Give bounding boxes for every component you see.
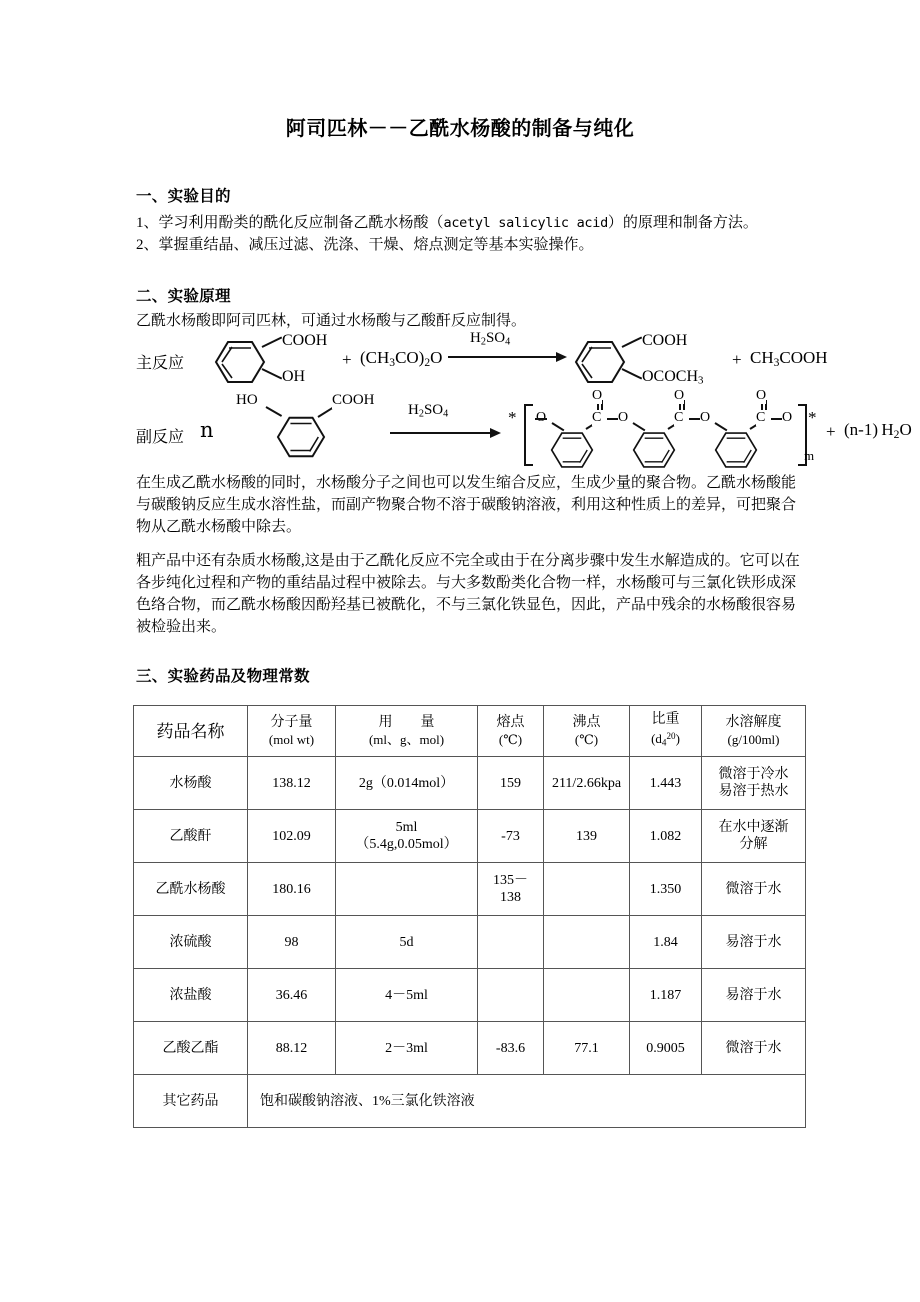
table-header-bp-unit: (℃): [574, 732, 599, 748]
polymer-star-right: *: [808, 408, 817, 427]
side-reactant-ho-label: HO: [236, 392, 258, 408]
table-header-density-unit: $(d_4^{20})$: [651, 731, 680, 748]
side-reaction-label: 副反应: [136, 429, 185, 446]
cell-bp: [544, 916, 630, 969]
polymer-carbonyl-o-2: O: [674, 388, 685, 403]
side-reaction-coefficient: n: [200, 418, 214, 442]
water-term-formula: (n-1) $H_2O$: [844, 420, 912, 441]
side-catalyst-label: $H_2SO_4$: [408, 402, 449, 420]
side-salicylic-ring-icon: [276, 412, 326, 462]
table-header-name: [134, 706, 248, 757]
main-plus-2: +: [732, 350, 742, 369]
cell-bp: [544, 863, 630, 916]
table-row: [134, 810, 806, 863]
main-catalyst-label: $H_2SO_4$: [470, 330, 511, 348]
side-reactant-cooh-label: COOH: [332, 392, 375, 408]
polymer-bracket-left: [524, 404, 533, 466]
cell-solubility: 微溶于水: [702, 863, 806, 916]
table-row: [134, 916, 806, 969]
cell-solubility: 在水中逐渐 分解: [702, 810, 806, 863]
chemicals-table: [133, 705, 806, 1128]
cell-amount: 4－5ml: [336, 969, 478, 1022]
principle-intro: 乙酰水杨酸即阿司匹林，可通过水杨酸与乙酸酐反应制得。: [136, 313, 527, 329]
cell-mp: 159: [478, 757, 544, 810]
cell-bp: 211/2.66kpa: [544, 757, 630, 810]
cell-name: 水杨酸: [134, 757, 248, 810]
main-reactant-cooh-label: COOH: [282, 332, 328, 349]
polymer-c-1: C: [592, 410, 602, 425]
table-header-bp-text: 沸点: [572, 715, 601, 731]
cell-name: 乙酸酐: [134, 810, 248, 863]
purpose-item-1-prefix: 1、学习利用酚类的酰化反应制备乙酰水杨酸（: [136, 215, 444, 231]
cell-name: 浓盐酸: [134, 969, 248, 1022]
table-row: [134, 969, 806, 1022]
cell-bp: 77.1: [544, 1022, 630, 1075]
table-header-amount-text: 用 量: [378, 715, 435, 731]
table-body: [134, 757, 806, 1128]
acetic-acid-formula: $CH_3COOH$: [750, 348, 828, 369]
cell-mw: 138.12: [248, 757, 336, 810]
cell-mw: 180.16: [248, 863, 336, 916]
cell-name: 浓硫酸: [134, 916, 248, 969]
table-header-mp-unit: (℃): [498, 732, 523, 748]
cell-name: 乙酸乙酯: [134, 1022, 248, 1075]
cell-density: 1.350: [630, 863, 702, 916]
page-title: 阿司匹林－－乙酰水杨酸的制备与纯化: [285, 116, 635, 140]
main-reaction-scheme: [136, 330, 828, 394]
table-row: [134, 863, 806, 916]
principle-paragraph-1: 在生成乙酰水杨酸的同时，水杨酸分子之间也可以发生缩合反应，生成少量的聚合物。乙酰水杨酸能与碳酸钠反应生成水溶性盐，而副产物聚合物不溶于碳酸钠溶液，利用这种性质上的差异，可把聚合物从乙酰水杨酸中除去。: [136, 475, 797, 535]
cell-amount: 5d: [336, 916, 478, 969]
cell-mw: 36.46: [248, 969, 336, 1022]
purpose-item-2: 2、掌握重结晶、减压过滤、洗涤、干燥、熔点测定等基本实验操作。: [136, 237, 594, 253]
cell-density: 1.84: [630, 916, 702, 969]
polymer-o-2: O: [618, 410, 629, 425]
table-header-row: [134, 706, 806, 757]
table-header-density: [630, 706, 702, 757]
cell-amount: [336, 863, 478, 916]
salicylic-acid-ring-icon: [214, 336, 266, 388]
side-plus: +: [826, 422, 836, 441]
cell-density: 0.9005: [630, 1022, 702, 1075]
main-plus-1: +: [342, 350, 352, 369]
cell-other-chemicals-label: 其它药品: [134, 1075, 248, 1128]
table-header-bp: [544, 706, 630, 757]
table-header-mw-unit: (mol wt): [268, 732, 315, 748]
cell-density: 1.082: [630, 810, 702, 863]
cell-bp: 139: [544, 810, 630, 863]
polymer-ring-2-icon: [632, 428, 676, 472]
cell-bp: [544, 969, 630, 1022]
polymer-ring-3-icon: [714, 428, 758, 472]
main-reaction-label: 主反应: [136, 355, 185, 372]
cell-mp: 135－ 138: [478, 863, 544, 916]
cell-mp: [478, 969, 544, 1022]
cell-solubility: 易溶于水: [702, 916, 806, 969]
aspirin-ring-icon: [574, 336, 626, 388]
table-header-amount-unit: (ml、g、mol): [368, 732, 445, 748]
polymer-star-left: *: [508, 408, 517, 427]
polymer-subscript-m: m: [804, 448, 815, 463]
table-header-amount: [336, 706, 478, 757]
purpose-item-1-mono: acetyl salicylic acid: [443, 215, 608, 231]
cell-amount: 2g（0.014mol）: [336, 757, 478, 810]
table-header-name-text: 药品名称: [156, 721, 225, 741]
cell-density: 1.187: [630, 969, 702, 1022]
cell-amount: 2－3ml: [336, 1022, 478, 1075]
main-product-ococh3-label: $OCOCH_3$: [642, 368, 704, 387]
cell-mw: 88.12: [248, 1022, 336, 1075]
table-header-solubility-text: 水溶解度: [725, 715, 782, 731]
principle-paragraph-2: 粗产品中还有杂质水杨酸,这是由于乙酰化反应不完全或由于在分离步骤中发生水解造成的。它可以在各步纯化过程和产物的重结晶过程中被除去。与大多数酚类化合物一样，水杨酸可与三氯化铁形成深色络合物，而乙酰水杨酸因酚羟基已被酰化，不与三氯化铁显色，因此，产品中残余的水杨酸很容易被检验出来。: [136, 553, 800, 635]
cell-solubility: 易溶于水: [702, 969, 806, 1022]
table-header-mw: [248, 706, 336, 757]
cell-mw: 102.09: [248, 810, 336, 863]
cell-mw: 98: [248, 916, 336, 969]
table-header-mw-text: 分子量: [270, 715, 313, 731]
polymer-carbonyl-o-1: O: [592, 388, 603, 403]
table-footer-row: [134, 1075, 806, 1128]
section-heading-principle: 二、实验原理: [136, 287, 231, 305]
polymer-carbonyl-o-3: O: [756, 388, 767, 403]
main-product-cooh-label: COOH: [642, 332, 688, 349]
purpose-item-1: [136, 212, 802, 234]
cell-amount: 5ml （5.4g,0.05mol）: [336, 810, 478, 863]
cell-name: 乙酰水杨酸: [134, 863, 248, 916]
polymer-c-3: C: [756, 410, 766, 425]
table-header-mp-text: 熔点: [496, 715, 525, 731]
table-row: [134, 757, 806, 810]
cell-solubility: 微溶于冷水 易溶于热水: [702, 757, 806, 810]
acetic-anhydride-formula: $(CH_3CO)_2O$: [360, 348, 443, 369]
cell-other-chemicals-value: 饱和碳酸钠溶液、1%三氯化铁溶液: [248, 1075, 806, 1128]
cell-mp: -83.6: [478, 1022, 544, 1075]
section-heading-chemicals: 三、实验药品及物理常数: [136, 667, 310, 685]
polymer-ring-1-icon: [550, 428, 594, 472]
table-header-mp: [478, 706, 544, 757]
cell-solubility: 微溶于水: [702, 1022, 806, 1075]
polymer-c-2: C: [674, 410, 684, 425]
section-heading-purpose: 一、实验目的: [136, 187, 231, 205]
cell-mp: -73: [478, 810, 544, 863]
table-header-density-text: 比重: [651, 712, 680, 727]
main-reactant-oh-label: OH: [282, 368, 306, 385]
table-row: [134, 1022, 806, 1075]
cell-density: 1.443: [630, 757, 702, 810]
side-reaction-scheme: [136, 388, 912, 466]
table-header-solubility: [702, 706, 806, 757]
polymer-o-3: O: [700, 410, 711, 425]
cell-mp: [478, 916, 544, 969]
purpose-item-1-suffix: ）的原理和制备方法。: [607, 215, 758, 231]
table-header-solubility-unit: (g/100ml): [727, 732, 780, 748]
polymer-o-4: O: [782, 410, 793, 425]
